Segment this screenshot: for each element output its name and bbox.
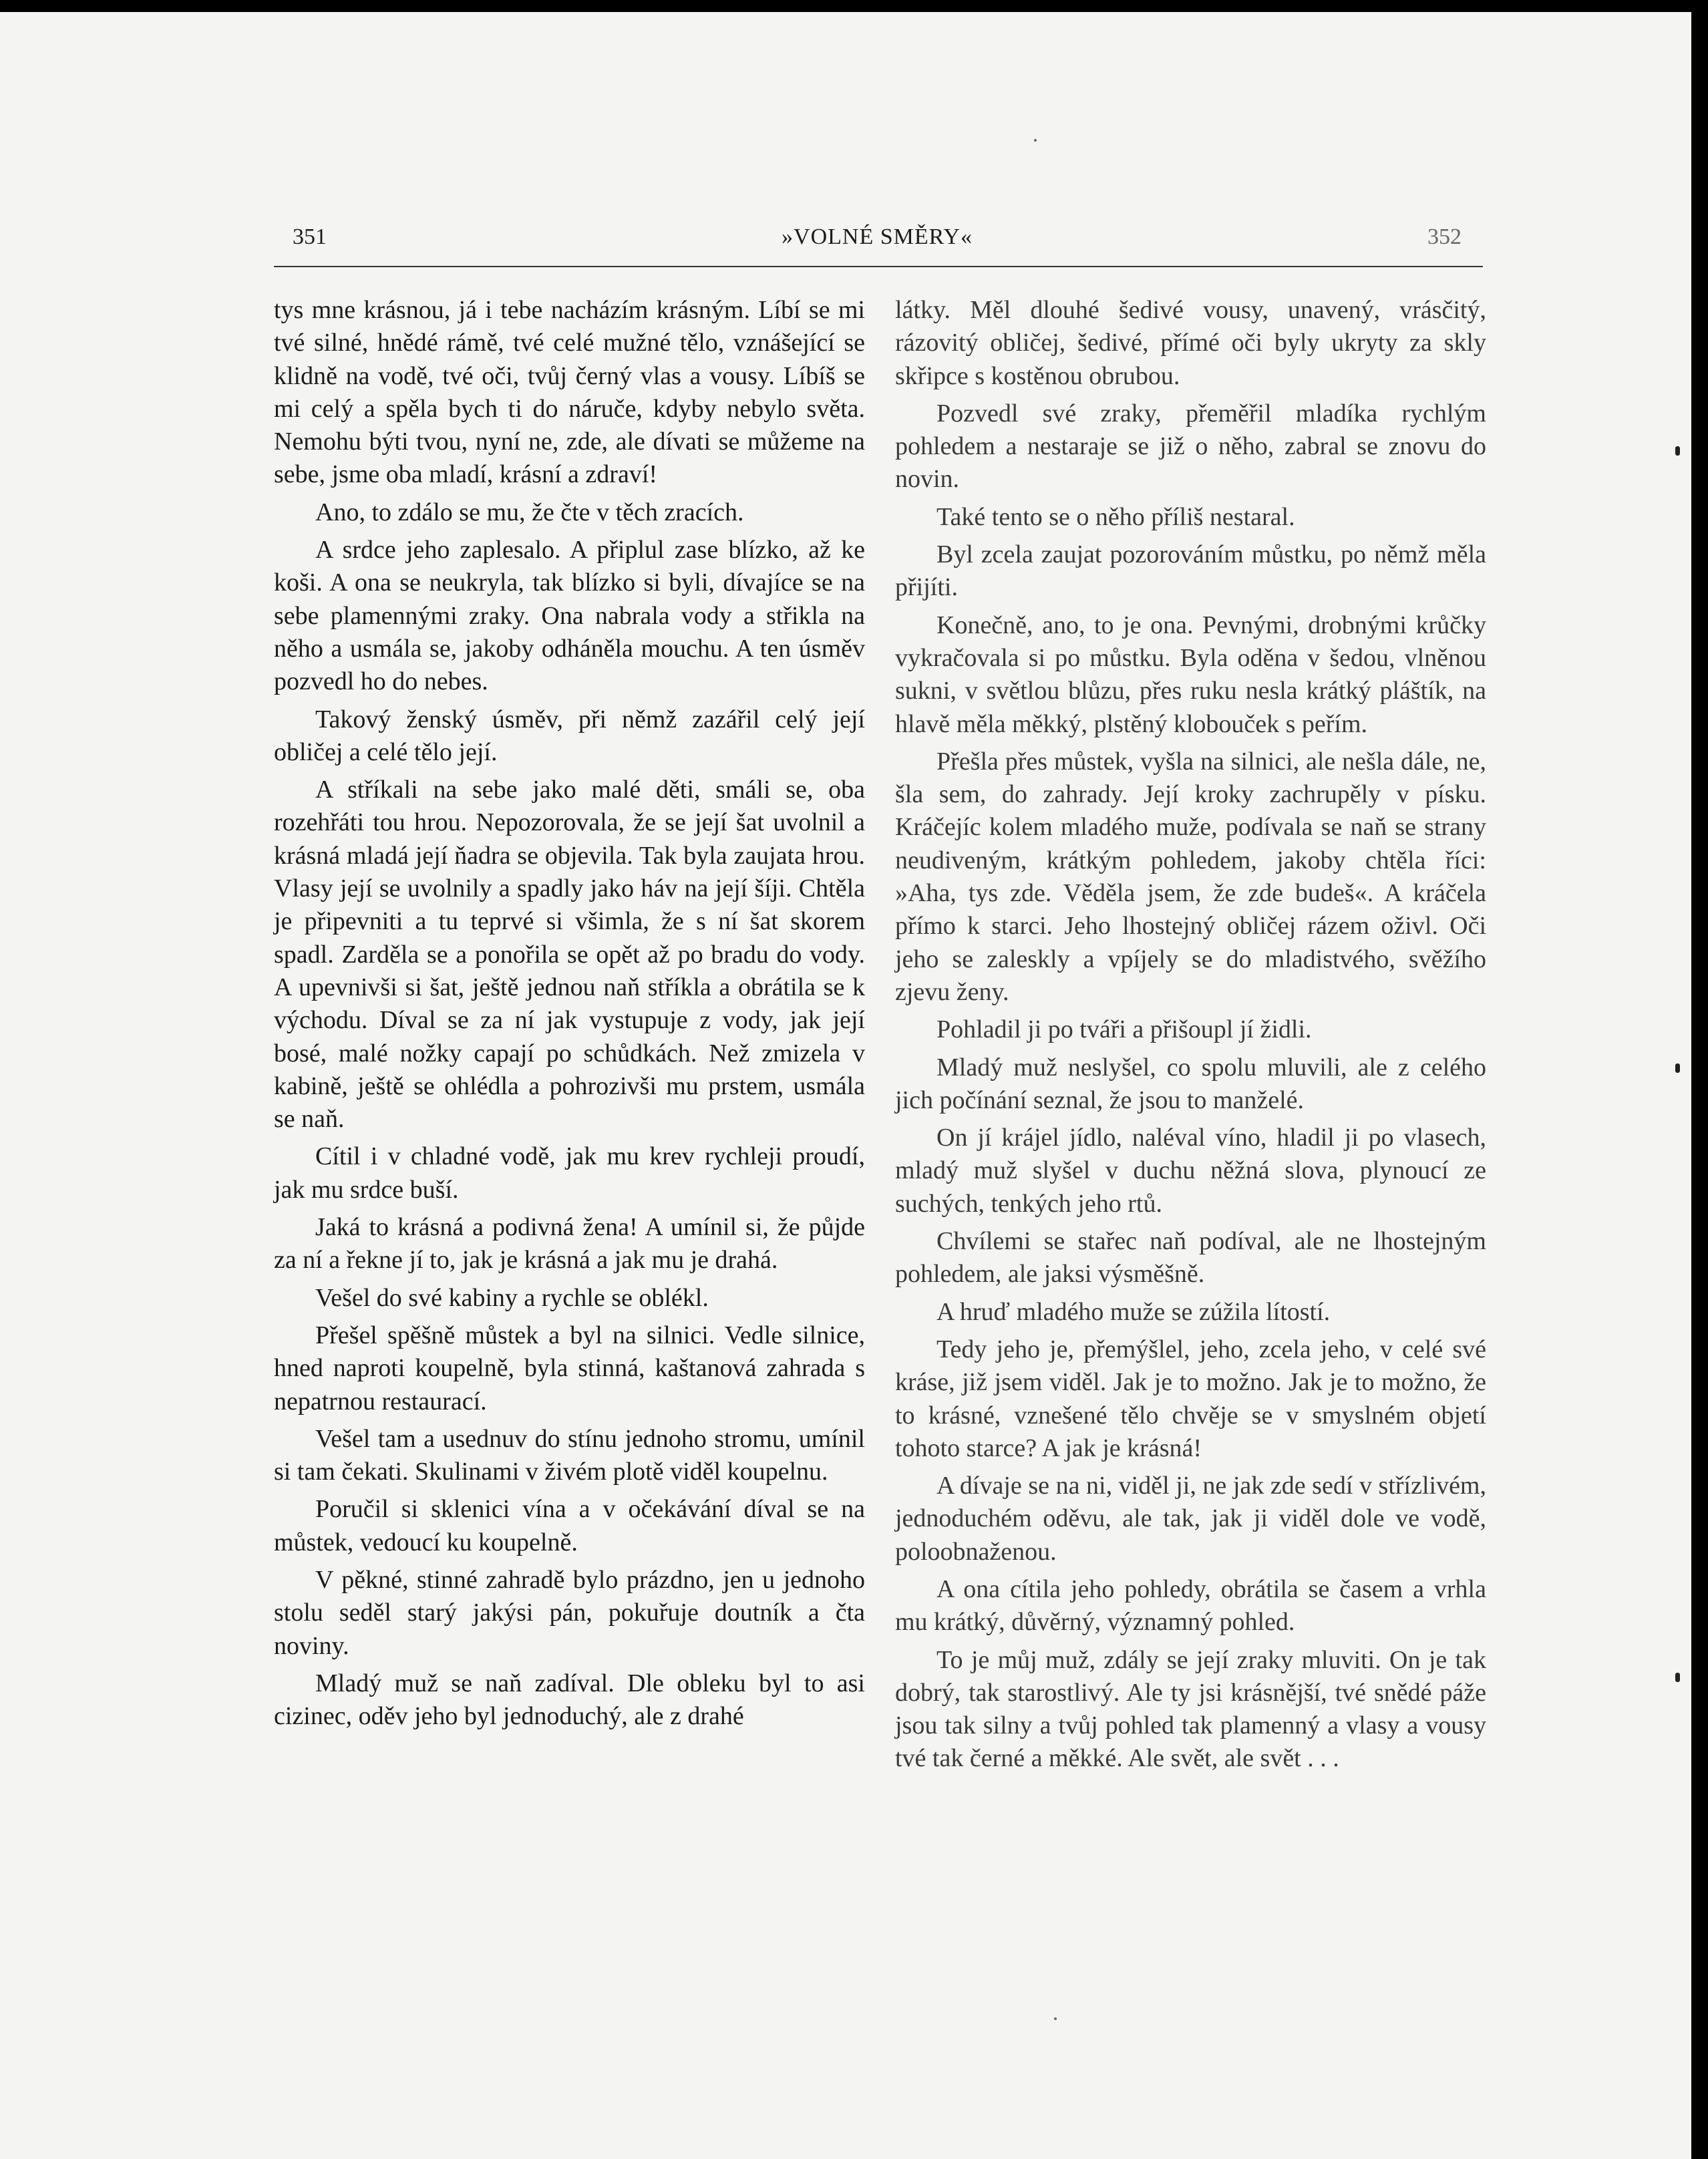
- paragraph: Mladý muž neslyšel, co spolu mluvili, ale z celého jich počínání seznal, že jsou to manželé.: [895, 1053, 1486, 1114]
- paragraph: Poručil si sklenici vína a v očekávání díval se na můstek, vedoucí ku koupelně.: [274, 1495, 865, 1556]
- paragraph: A dívaje se na ni, viděl ji, ne jak zde sedí v střízlivém, jednoduchém oděvu, ale tak, jak ji viděl dole ve vodě, poloobnaženou.: [895, 1472, 1486, 1566]
- header-rule: [274, 266, 1483, 267]
- book-page: [0, 12, 1691, 2159]
- right-column: [895, 294, 1486, 1780]
- paragraph: On jí krájel jídlo, naléval víno, hladil ji po vlasech, mladý muž slyšel v duchu něžná slova, plynoucí ze suchých, tenkých jeho rtů.: [895, 1124, 1486, 1218]
- paragraph: Vešel do své kabiny a rychle se oblékl.: [315, 1283, 709, 1312]
- paragraph: Přešla přes můstek, vyšla na silnici, ale nešla dále, ne, šla sem, do zahrady. Její kroky zachrupěly v písku. Kráčejíc kolem mladého muže, podívala se naň se strany neudiveným, krátkým pohledem, jakoby chtěla říci: »Aha, tys zde. Věděla jsem, že zde budeš«. A kráčela přímo k starci. Jeho lhostejný obličej rázem oživl. Oči jeho se zaleskly a vpíjely se do mladistvého, svěžího zjevu ženy.: [895, 747, 1486, 1006]
- left-column: [274, 294, 865, 1737]
- scan-speck: [1054, 2017, 1057, 2020]
- page-number-left: 351: [293, 224, 327, 249]
- paragraph: To je můj muž, zdály se její zraky mluviti. On je tak dobrý, tak starostlivý. Ale ty jsi krásnější, tvé snědé páže jsou tak silny a tvůj pohled tak plamenný a vlasy a vousy tvé tak černé a měkké. Ale svět, ale svět . . .: [895, 1645, 1486, 1773]
- paragraph: V pěkné, stinné zahradě bylo prázdno, jen u jednoho stolu seděl starý jakýsi pán, pokuřuje doutník a čta noviny.: [274, 1565, 865, 1660]
- page-number-right: 352: [1427, 224, 1462, 249]
- paragraph: tys mne krásnou, já i tebe nacházím krásným. Líbí se mi tvé silné, hnědé rámě, tvé celé mužné tělo, vznášející se klidně na vodě, tvé oči, tvůj černý vlas a vousy. Líbíš se mi celý a spěla bych ti do náruče, kdyby nebylo světa. Nemohu býti tvou, nyní ne, zde, ale dívati se můžeme na sebe, jsme oba mladí, krásní a zdraví!: [274, 296, 865, 489]
- paragraph: Tedy jeho je, přemýšlel, jeho, zcela jeho, v celé své kráse, již jsem viděl. Jak je to možno. Jak je to možno, že to krásné, vznešené tělo chvěje se v smyslném objetí tohoto starce? A jak je krásná!: [895, 1335, 1486, 1462]
- paragraph: Mladý muž se naň zadíval. Dle obleku byl to asi cizinec, oděv jeho byl jednoduchý, ale z drahé: [274, 1669, 865, 1731]
- paragraph: A hruď mladého muže se zúžila lítostí.: [936, 1297, 1331, 1326]
- running-header: [293, 224, 1462, 258]
- paragraph: A srdce jeho zaplesalo. A připlul zase blízko, až ke koši. A ona se neukryla, tak blízko si byli, dívajíce se na sebe plamennými zraky. Ona nabrala vody a střikla na něho a usmála se, jakoby odháněla mouchu. A ten úsměv pozvedl ho do nebes.: [274, 536, 865, 696]
- scan-mark: [1675, 1063, 1680, 1073]
- paragraph: Přešel spěšně můstek a byl na silnici. Vedle silnice, hned naproti koupelně, byla stinná, kaštanová zahrada s nepatrnou restaurací.: [274, 1321, 865, 1416]
- paragraph: Vešel tam a usednuv do stínu jednoho stromu, umínil si tam čekati. Skulinami v živém plotě viděl koupelnu.: [274, 1424, 865, 1486]
- paragraph: Byl zcela zaujat pozorováním můstku, po němž měla přijíti.: [895, 540, 1486, 602]
- scan-mark: [1675, 1673, 1680, 1682]
- paragraph: A stříkali na sebe jako malé děti, smáli se, oba rozehřáti tou hrou. Nepozorovala, že se její šat uvolnil a krásná mladá její ňadra se objevila. Tak byla zaujata hrou. Vlasy její se uvolnily a spadly jako háv na její šíji. Chtěla je připevniti a tu teprvé si všimla, že s ní šat skorem spadl. Zarděla se a ponořila se opět až po bradu do vody. A upevnivši si šat, ještě jednou naň stříkla a obrátila se k východu. Díval se za ní jak vystupuje z vody, jak její bosé, malé nožky capají po schůdkách. Než zmizela v kabině, ještě se ohlédla a pohrozivši mu prstem, usmála se naň.: [274, 776, 865, 1134]
- paragraph: Konečně, ano, to je ona. Pevnými, drobnými krůčky vykračovala si po můstku. Byla oděna v šedou, vlněnou sukni, v světlou blůzu, přes ruku nesla krátký pláštík, na hlavě měla měkký, plstěný klobouček s peřím.: [895, 611, 1486, 738]
- paragraph: Pozvedl své zraky, přeměřil mladíka rychlým pohledem a nestaraje se již o něho, zabral se znovu do novin.: [895, 399, 1486, 494]
- scan-speck: [1034, 139, 1037, 142]
- paragraph: Chvílemi se stařec naň podíval, ale ne lhostejným pohledem, ale jaksi výsměšně.: [895, 1227, 1486, 1289]
- scan-mark: [1675, 446, 1680, 456]
- paragraph: Pohladil ji po tváři a přišoupl jí židli.: [936, 1015, 1312, 1044]
- paragraph: Jaká to krásná a podivná žena! A umínil si, že půjde za ní a řekne jí to, jak je krásná a jak mu je drahá.: [274, 1213, 865, 1275]
- journal-title: »VOLNÉ SMĚRY«: [782, 224, 973, 249]
- paragraph: Cítil i v chladné vodě, jak mu krev rychleji proudí, jak mu srdce buší.: [274, 1142, 865, 1204]
- paragraph: Ano, to zdálo se mu, že čte v těch zracích.: [315, 498, 744, 526]
- paragraph: Také tento se o něho příliš nestaral.: [936, 502, 1295, 531]
- paragraph: látky. Měl dlouhé šedivé vousy, unavený, vrásčitý, rázovitý obličej, šedivé, přímé oči byly ukryty za skly skřipce s kostěnou obrubou.: [895, 296, 1486, 390]
- paragraph: Takový ženský úsměv, při němž zazářil celý její obličej a celé tělo její.: [274, 705, 865, 766]
- paragraph: A ona cítila jeho pohledy, obrátila se časem a vrhla mu krátký, důvěrný, významný pohled.: [895, 1574, 1486, 1637]
